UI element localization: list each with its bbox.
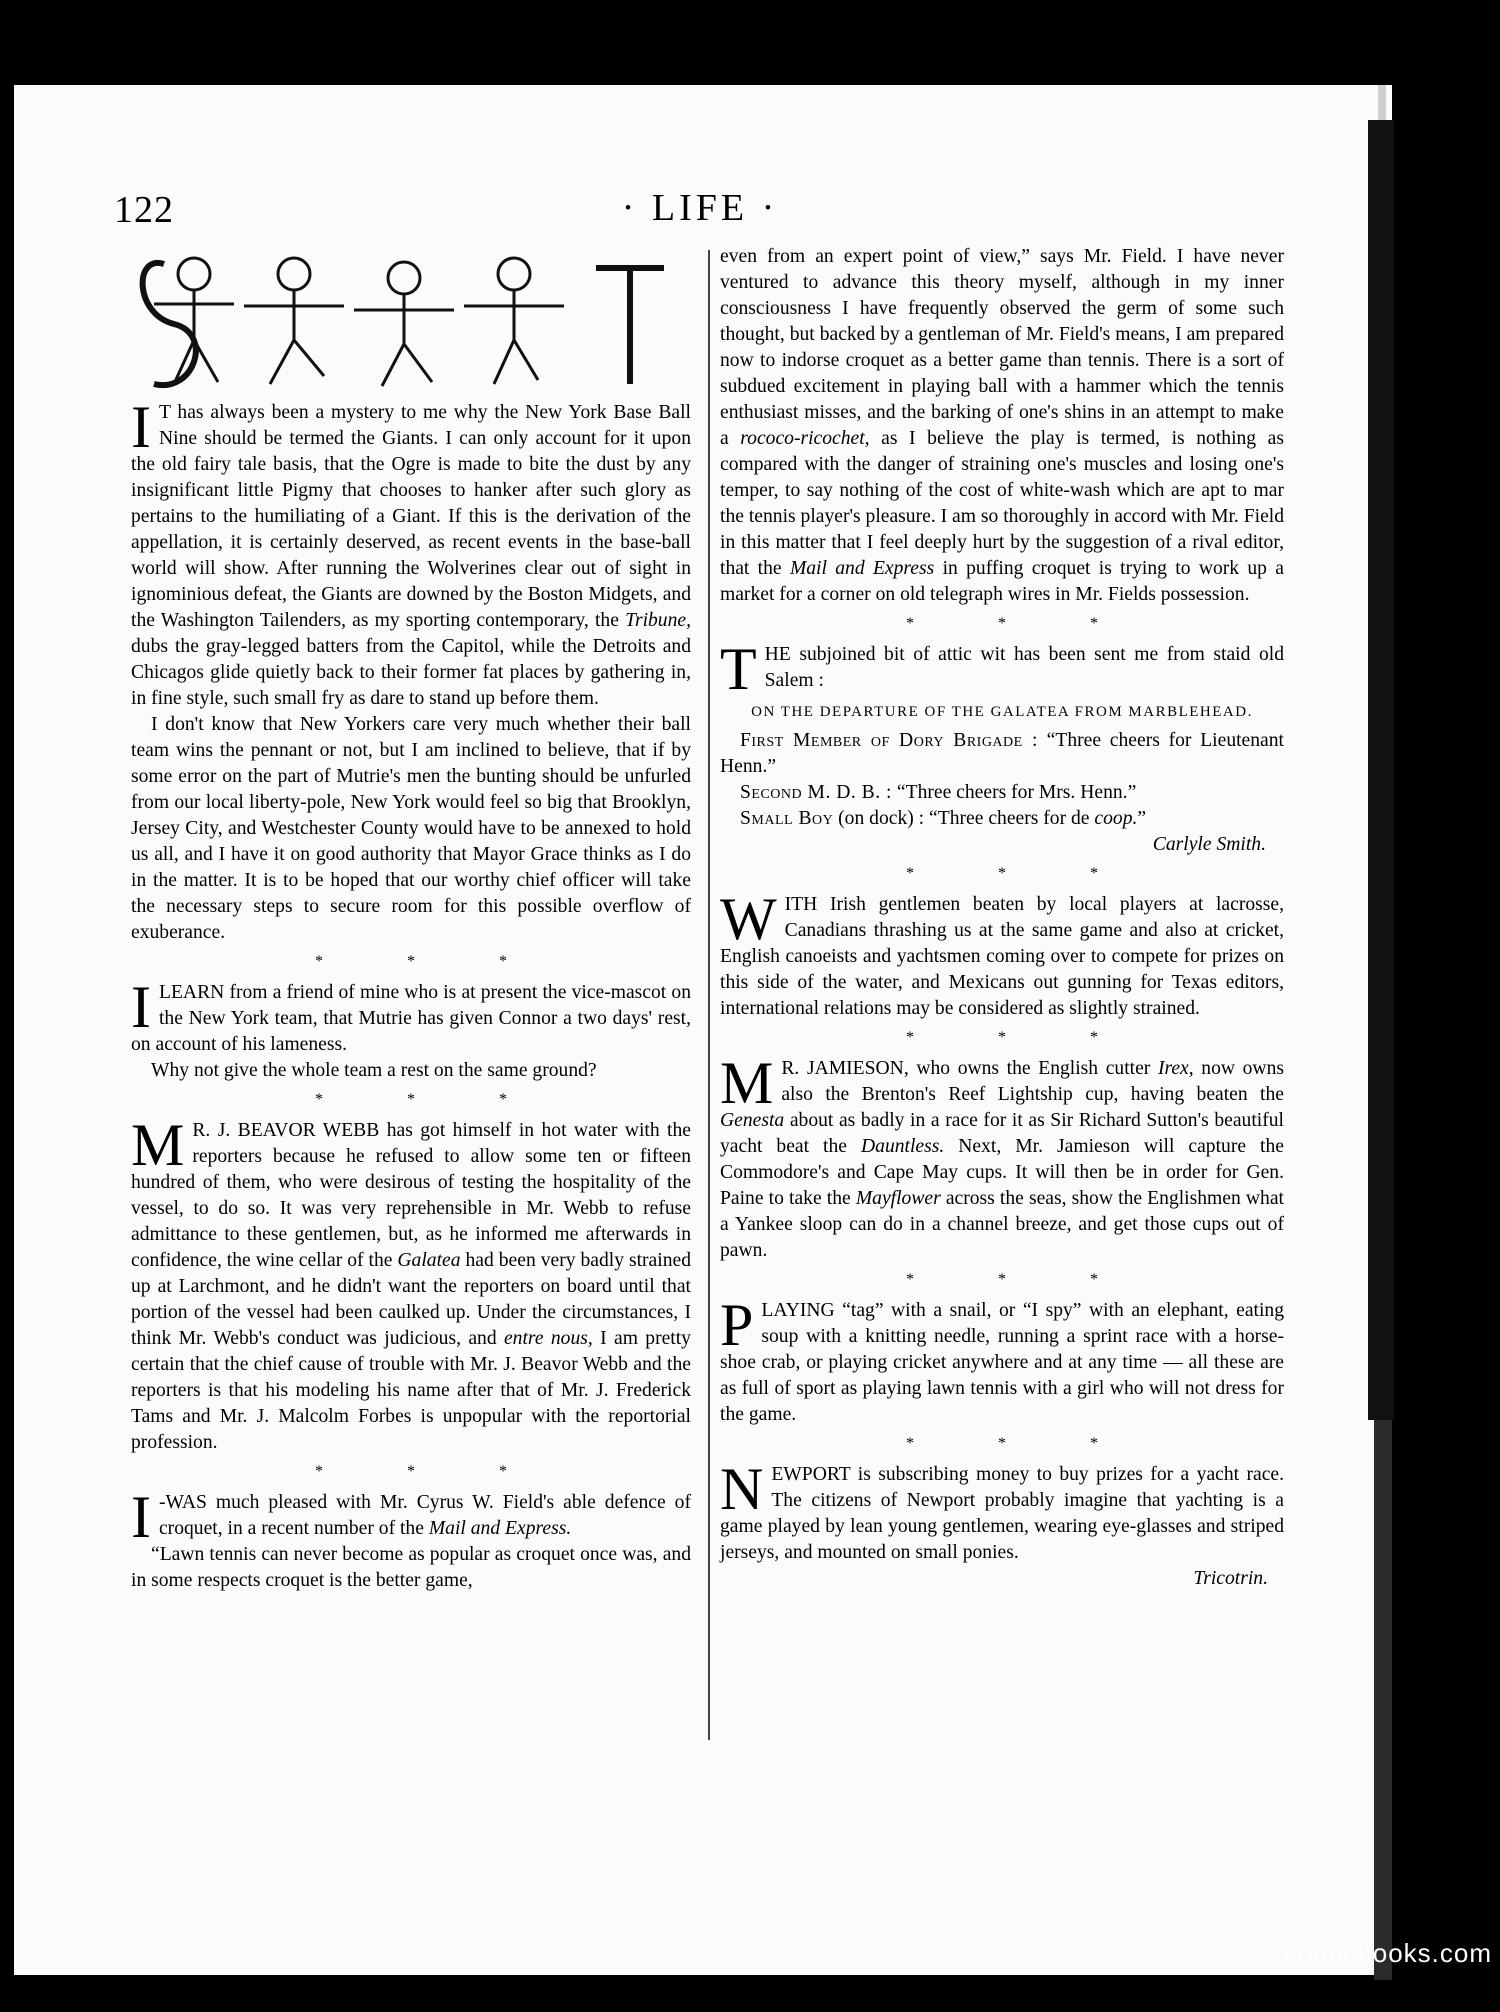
- left-column: [131, 394, 691, 1594]
- section-separator: * * *: [906, 865, 1138, 882]
- column-divider: [708, 250, 710, 1740]
- paragraph-croquet: I -WAS much pleased with Mr. Cyrus W. Field's able defence of croquet, in a recent number of the Mail and Express.: [131, 1484, 691, 1550]
- scan-edge-shadow: [1368, 120, 1394, 1420]
- paragraph-mascot: ILEARN from a friend of mine who is at present the vice-mascot on the New York team, that Mutrie has given Connor a two days' rest, on account of his lameness.: [131, 974, 691, 1055]
- dialogue-line-3: Small Boy (on dock) : “Three cheers for de coop.”: [740, 808, 1147, 829]
- paragraph-lawn-tennis: “Lawn tennis can never become as popular as croquet once was, and in some respects croquet is the better game,: [131, 1544, 691, 1591]
- drop-cap: M: [131, 1112, 185, 1178]
- paragraph-salem: THE subjoined bit of attic wit has been sent me from staid old Salem :: [720, 636, 1284, 702]
- paragraph-webb: M R. J. BEAVOR WEBB has got himself in hot water with the reporters because he refused to allow some ten or fifteen hundred of them, who were desirous of testing the hospitality of the vessel, to do so. It was very reprehensible in Mr. Webb to refuse admittance to these gentlemen, but, as he informed me afterwards in confidence, the wine cellar of the Galatea had been very badly strained up at Larchmont, and he didn't want the reporters on board until that portion of the vessel had been caulked up. Under the circumstances, I think Mr. Webb's conduct was judicious, and entre nous, I am pretty certain that the chief cause of trouble with Mr. J. Beavor Webb and the reporters is that his modeling his name after that of Mr. J. Frederick Tams and Mr. J. Malcolm Forbes is unpopular with the reportorial profession.: [131, 1112, 691, 1453]
- dialogue-line-2: Second M. D. B. : “Three cheers for Mrs. Henn.”: [740, 782, 1137, 803]
- magazine-title: · LIFE ·: [621, 187, 779, 229]
- drop-cap: P: [720, 1292, 754, 1358]
- watermark: comicbooks.com: [1284, 1938, 1492, 1968]
- poem-title: ON THE DEPARTURE OF THE GALATEA FROM MARBLEHEAD.: [751, 704, 1253, 720]
- section-separator: * * *: [315, 953, 547, 970]
- paragraph-lacrosse: WITH Irish gentlemen beaten by local players at lacrosse, Canadians thrashing us at the same game and also at cricket, English canoeists and yachtsmen coming over to compete for prizes on this side of the water, and Mexicans out gunning for Texas editors, international relations may be considered as slightly strained.: [720, 886, 1284, 1019]
- sport-banner-illustration: [134, 244, 674, 396]
- paragraph-jamieson: M R. JAMIESON, who owns the English cutter Irex, now owns also the Brenton's Reef Lightship cup, having beaten the Genesta about as badly in a race for it as Sir Richard Sutton's beautiful yacht beat the Dauntless. Next, Mr. Jamieson will capture the Commodore's and Cape May cups. It will then be in order for Gen. Paine to take the Mayflower across the seas, show the Englishmen what a Yankee sloop can do in a channel breeze, and get those cups out of pawn.: [720, 1050, 1285, 1261]
- paragraph-newport: NEWPORT is subscribing money to buy prizes for a yacht race. The citizens of Newport probably imagine that yachting is a game played by lean young gentlemen, wearing eye-glasses and striped jerseys, and mounted on small ponies.: [720, 1456, 1284, 1563]
- paragraph-pennant: I don't know that New Yorkers care very much whether their ball team wins the pennant or not, but I am inclined to believe, that if by some error on the part of Mutrie's men the bunting should be unfurled from our local liberty-pole, New York would feel so big that Brooklyn, Jersey City, and Westchester County would have to be annexed to hold us all, and I have it on good authority that Mayor Grace thinks as I do in the matter. It is to be hoped that our worthy chief officer will take the necessary steps to secure room for this possible overflow of exuberance.: [131, 714, 691, 943]
- paragraph-rest: Why not give the whole team a rest on the same ground?: [151, 1060, 597, 1081]
- author-signature: Tricotrin.: [1193, 1568, 1268, 1589]
- drop-cap: I: [131, 974, 151, 1040]
- page-number: 122: [114, 189, 174, 231]
- right-column: [720, 244, 1284, 1592]
- drop-cap: W: [720, 886, 777, 952]
- paragraph-field: even from an expert point of view,” says Mr. Field. I have never ventured to advance this theory myself, although in my inner consciousness I have frequently observed the germ of some such thought, but backed by a gentleman of Mr. Field's means, I am prepared now to indorse croquet as a better game than tennis. There is a sort of subdued excitement in playing ball with a hammer which the tennis enthusiast misses, and the barking of one's shins in an attempt to make a rococo-ricochet, as I believe the play is termed, is nothing as compared with the danger of straining one's muscles and losing one's temper, to say nothing of the cost of white-wash which are apt to mar the tennis player's pleasure. I am so thoroughly in accord with Mr. Field in this matter that I feel deeply hurt by the suggestion of a rival editor, that the Mail and Express in puffing croquet is trying to work up a market for a corner on old telegraph wires in Mr. Fields possession.: [720, 246, 1285, 605]
- section-separator: * * *: [906, 1271, 1138, 1288]
- section-separator: * * *: [906, 1435, 1138, 1452]
- scan-edge-tear: [1374, 1420, 1392, 1980]
- drop-cap: I: [131, 1484, 151, 1550]
- dialogue-line-1: First Member of Dory Brigade : “Three cheers for Lieutenant Henn.”: [720, 730, 1284, 777]
- drop-cap: N: [720, 1456, 764, 1522]
- paragraph-giants: I T has always been a mystery to me why the New York Base Ball Nine should be termed the Giants. I can only account for it upon the old fairy tale basis, that the Ogre is made to bite the dust by any insignificant little Pigmy that chooses to hanker after such glory as pertains to the humiliating of a Giant. If this is the derivation of the appellation, it is certainly deserved, as recent events in the base-ball world will show. After running the Wolverines clear out of sight in ignominious defeat, the Giants are downed by the Boston Midgets, and the Washington Tailenders, as my sporting contemporary, the Tribune, dubs the gray-legged batters from the Capitol, while the Detroits and Chicagos glide quietly back to their former fat places by gathering in, in fine style, such small fry as dare to stand up before them.: [131, 394, 691, 709]
- dancing-children-illustration: [143, 258, 664, 386]
- drop-cap: M: [720, 1050, 774, 1116]
- section-separator: * * *: [906, 615, 1138, 632]
- section-separator: * * *: [315, 1091, 547, 1108]
- poem-signature: Carlyle Smith.: [1152, 834, 1266, 855]
- section-separator: * * *: [315, 1463, 547, 1480]
- paragraph-playing: PLAYING “tag” with a snail, or “I spy” with an elephant, eating soup with a knitting needle, running a sprint race with a horse-shoe crab, or playing cricket anywhere and at any time — all these are as full of sport as playing lawn tennis with a girl who will not dress for the game.: [720, 1292, 1284, 1425]
- drop-cap: I: [131, 394, 151, 460]
- section-separator: * * *: [906, 1029, 1138, 1046]
- drop-cap: T: [720, 636, 757, 702]
